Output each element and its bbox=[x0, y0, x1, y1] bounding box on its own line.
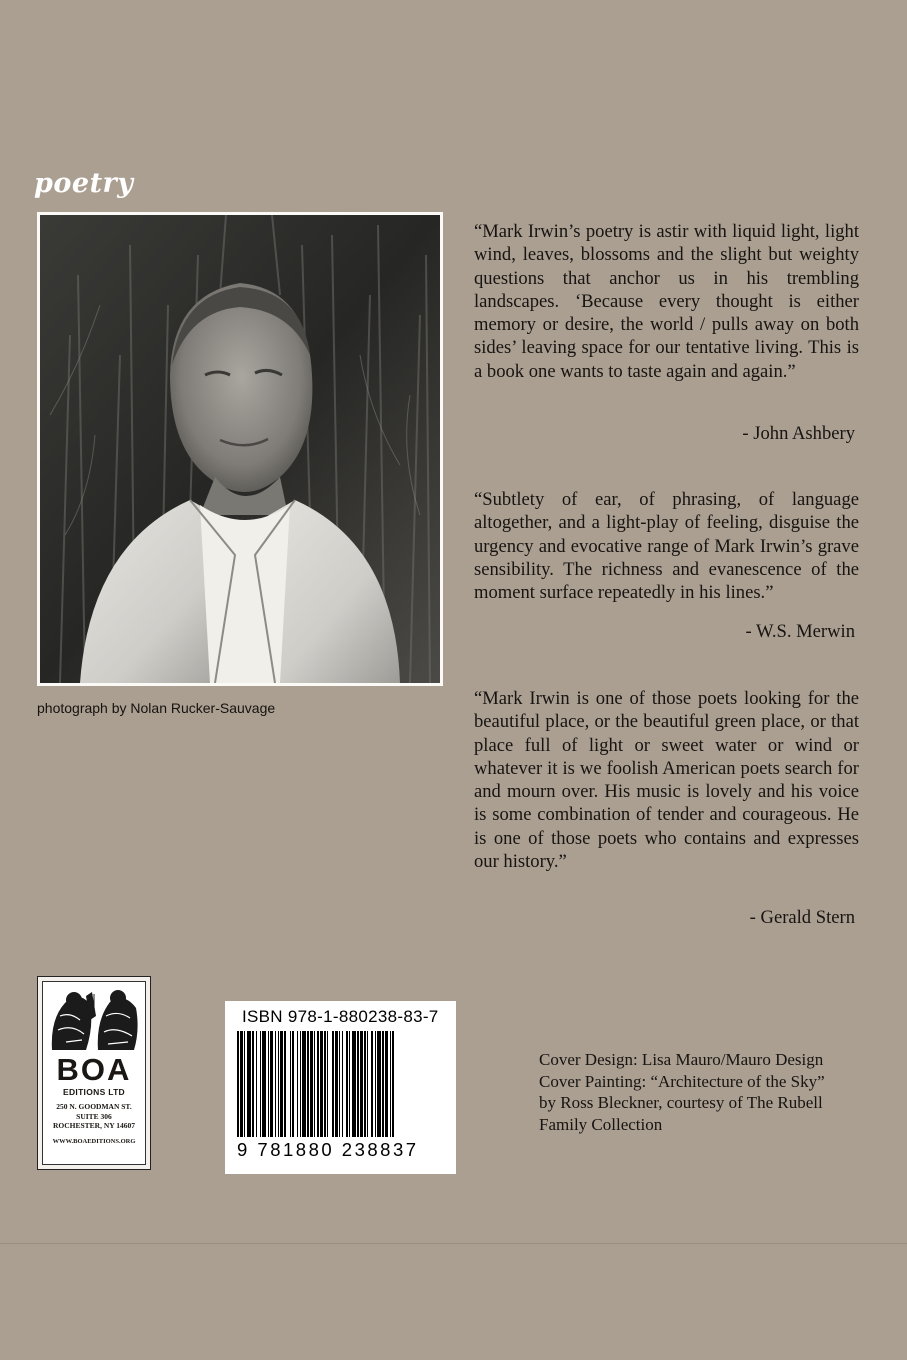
bottom-divider bbox=[0, 1243, 907, 1244]
publisher-address-line2: SUITE 306 bbox=[76, 1111, 112, 1121]
barcode-bar bbox=[307, 1031, 309, 1137]
publisher-website: WWW.BOAEDITIONS.ORG bbox=[52, 1137, 136, 1145]
barcode-bar bbox=[252, 1031, 254, 1137]
barcode-bar bbox=[367, 1031, 368, 1137]
barcode-bar bbox=[339, 1031, 340, 1137]
barcode-bar bbox=[377, 1031, 381, 1137]
barcode-bar bbox=[292, 1031, 294, 1137]
credit-cover-painting: Cover Painting: “Architecture of the Sky” bbox=[539, 1071, 825, 1091]
barcode-bar bbox=[390, 1031, 391, 1137]
blurb-quote-ashbery: “Mark Irwin’s poetry is astir with liquid light, light wind, leaves, blossoms and the slight but weighty questions that anchor us in his trembling landscapes. ‘Because every thought is either memory or desire, the world / pulls away on both sides’ leaving space for our tentative living. This is a book one wants to taste again and again.” bbox=[474, 221, 859, 382]
publisher-subtitle: EDITIONS LTD bbox=[63, 1087, 125, 1097]
barcode-bar bbox=[237, 1031, 239, 1137]
barcode-bar bbox=[256, 1031, 257, 1137]
blurb-quote-stern: “Mark Irwin is one of those poets looking for the beautiful place, or the beautiful green place, or that place full of light or sweet water or wind or whatever it is we foolish American poets search for and mourn over. His music is lovely and his voice is some combination of tender and courageous. He is one of those poets who contains and expresses our history.” bbox=[474, 688, 859, 873]
barcode-bar bbox=[320, 1031, 323, 1137]
barcode-bar bbox=[247, 1031, 251, 1137]
barcode-bar bbox=[360, 1031, 363, 1137]
barcode-bar bbox=[346, 1031, 348, 1137]
barcode-bar bbox=[270, 1031, 273, 1137]
barcode-bar bbox=[375, 1031, 376, 1137]
barcode-bar bbox=[278, 1031, 279, 1137]
publisher-address bbox=[43, 1102, 145, 1131]
blurb-attribution-merwin: - W.S. Merwin bbox=[745, 621, 855, 642]
credit-cover-design: Cover Design: Lisa Mauro/Mauro Design bbox=[539, 1050, 824, 1069]
author-photo bbox=[37, 212, 443, 686]
barcode-bar bbox=[310, 1031, 313, 1137]
barcode-bar bbox=[364, 1031, 366, 1137]
isbn-barcode bbox=[225, 1001, 456, 1174]
author-portrait-image bbox=[40, 215, 440, 683]
barcode-bar bbox=[268, 1031, 269, 1137]
publisher-emblem-icon bbox=[46, 986, 142, 1052]
barcode-bar bbox=[260, 1031, 261, 1137]
barcode-bar bbox=[262, 1031, 266, 1137]
blurb-quote-merwin: “Subtlety of ear, of phrasing, of language altogether, and a light-play of feeling, disguise the urgency and evocative range of Mark Irwin’s grave sensibility. The richness and evanescence of the moment surface repeatedly in his lines.” bbox=[474, 489, 859, 604]
barcode-bar bbox=[342, 1031, 343, 1137]
barcode-bar bbox=[385, 1031, 388, 1137]
barcode-bar bbox=[327, 1031, 328, 1137]
barcode-bar bbox=[392, 1031, 394, 1137]
publisher-name: BOA bbox=[56, 1052, 132, 1087]
blurb-attribution-ashbery: - John Ashbery bbox=[742, 423, 855, 444]
barcode-bar bbox=[284, 1031, 286, 1137]
blurb-attribution-stern: - Gerald Stern bbox=[749, 907, 855, 928]
barcode-bar bbox=[300, 1031, 301, 1137]
barcode-bar bbox=[302, 1031, 306, 1137]
publisher-logo bbox=[37, 976, 151, 1170]
isbn-digits: 9 781880 238837 bbox=[237, 1139, 419, 1160]
barcode-bar bbox=[244, 1031, 245, 1137]
cover-credits bbox=[539, 1049, 879, 1135]
barcode-bar bbox=[297, 1031, 298, 1137]
barcode-bar bbox=[275, 1031, 276, 1137]
barcode-bar bbox=[324, 1031, 326, 1137]
barcode-bar bbox=[371, 1031, 373, 1137]
genre-label: poetry bbox=[34, 168, 134, 199]
publisher-address-line3: ROCHESTER, NY 14607 bbox=[52, 1121, 136, 1130]
barcode-bar bbox=[332, 1031, 334, 1137]
barcode-bar bbox=[290, 1031, 291, 1137]
barcode-bar bbox=[335, 1031, 338, 1137]
credit-collection: Family Collection bbox=[539, 1114, 663, 1134]
barcode-bar bbox=[240, 1031, 243, 1137]
photo-credit: photograph by Nolan Rucker-Sauvage bbox=[37, 700, 276, 716]
barcode-bars bbox=[237, 1031, 437, 1137]
isbn-label: ISBN 978-1-880238-83-7 bbox=[242, 1007, 439, 1026]
barcode-bar bbox=[317, 1031, 319, 1137]
barcode-bar bbox=[352, 1031, 356, 1137]
barcode-bar bbox=[357, 1031, 359, 1137]
credit-painting-artist: by Ross Bleckner, courtesy of The Rubell bbox=[539, 1093, 823, 1112]
publisher-address-line1: 250 N. GOODMAN ST. bbox=[56, 1102, 132, 1111]
barcode-bar bbox=[314, 1031, 315, 1137]
barcode-bar bbox=[382, 1031, 384, 1137]
barcode-bar bbox=[349, 1031, 350, 1137]
barcode-bar bbox=[280, 1031, 283, 1137]
